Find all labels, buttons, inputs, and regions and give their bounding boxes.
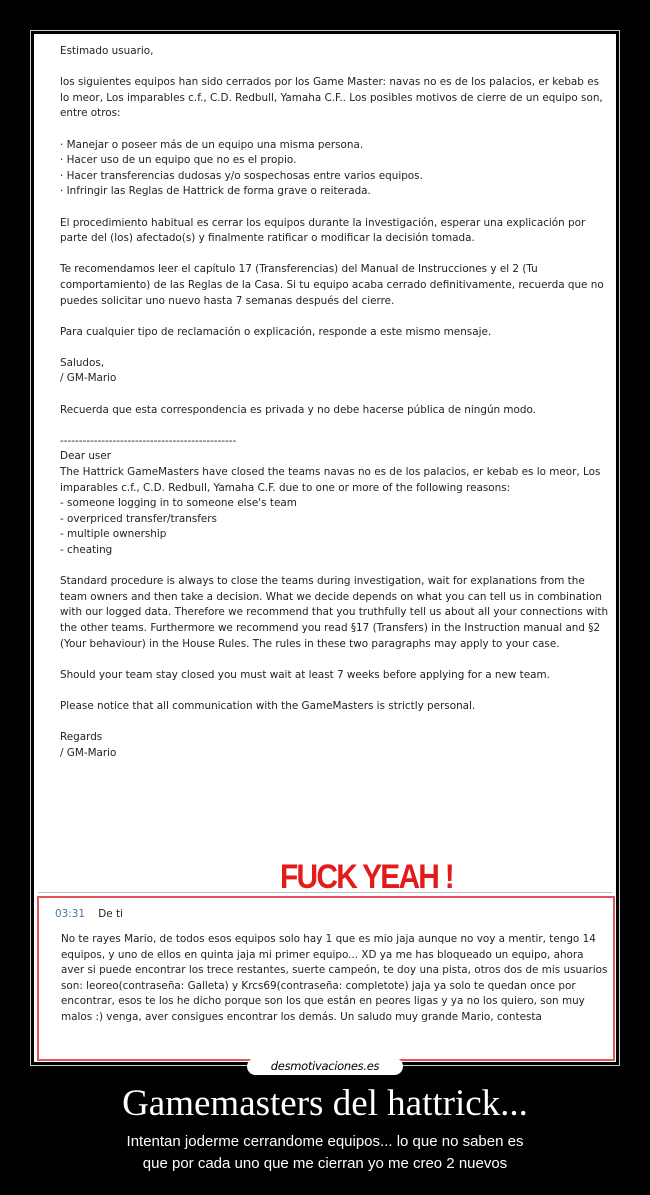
subtitle-line: que por cada uno que me cierran yo me creo 2 nuevos (142, 1155, 508, 1172)
reply-time: 03:31 (55, 908, 85, 920)
poster-subtitle (0, 1131, 650, 1175)
reason-en: - someone logging in to someone else's team (60, 497, 297, 510)
private-notice-en: Please notice that all communication with the GameMasters is strictly personal. (60, 699, 476, 712)
signature-en: / GM-Mario (60, 746, 117, 759)
gm-message (60, 44, 610, 777)
reason-en: - overpriced transfer/transfers (60, 512, 217, 525)
reasons-list-es (60, 138, 610, 200)
intro-es: los siguientes equipos han sido cerrados por los Game Master: navas no es de los palacios, er kebab es lo meor, Los imparables c.f., C.D. Redbull, Yamaha C.F.. Los posibles motivos de cierre de un equipo son, entre otros: (60, 76, 603, 120)
poster-frame (30, 30, 620, 1066)
reason-es: · Infringir las Reglas de Hattrick de forma grave o reiterada. (60, 185, 371, 198)
separator-line (38, 892, 612, 893)
salute-es: Saludos, (60, 356, 105, 369)
greeting-en: Dear user (60, 450, 111, 463)
reply-header (55, 908, 123, 920)
reply-text: No te rayes Mario, de todos esos equipos solo hay 1 que es mio jaja aunque no voy a mentir, tengo 14 equipos, y uno de ellos en quinta jaja mi primer equipo... XD ya me has bloqueado un equipo, ahora aver si puede encontrar los trece restantes, suerte campeón, te doy una pista, otros dos de mis usuarios son: leoreo(contraseña: Galleta) y Krcs69(contraseña: completote) jaja ya solo te quedan once por encontrar, esos te los he dicho porque son los que están en peores ligas y ya no los quiero, son muy malos :) venga, aver consigues encontrar los demás. Un saludo muy grande Mario, contesta (61, 933, 608, 1023)
reply-message-box (37, 896, 615, 1061)
procedure-es: El procedimiento habitual es cerrar los equipos durante la investigación, esperar una explicación por parte del (los) afectado(s) y finalmente ratificar o modificar la decisión tomada. (60, 216, 586, 245)
reply-from: De ti (98, 908, 123, 920)
signoff-es (60, 356, 610, 387)
reason-en: - cheating (60, 544, 113, 556)
procedure-en: Standard procedure is always to close the teams during investigation, wait for explanations from the team owners and then take a decision. What we decide depends on what you can tell us in combination with our logged data. Therefore we recommend that you truthfully tell us about all your connections with the other teams. Furthermore we recommend you read §17 (Transfers) in the Instruction manual and §2 (Your behaviour) in the House Rules. The rules in these two paragraphs may apply to your case. (60, 575, 609, 650)
recommend-es: Te recomendamos leer el capítulo 17 (Transferencias) del Manual de Instrucciones y el 2 (Tu comportamiento) de las Reglas de la Casa. Si tu equipo acaba cerrado definitivamente, recuerda que no puedes solicitar uno nuevo hasta 7 semanas después del cierre. (60, 263, 604, 307)
private-notice-es: Recuerda que esta correspondencia es privada y no debe hacerse pública de ningún modo. (60, 403, 536, 416)
reason-es: · Hacer uso de un equipo que no es el propio. (60, 154, 297, 167)
closed-notice-en: Should your team stay closed you must wait at least 7 weeks before applying for a new team. (60, 668, 550, 681)
claims-es: Para cualquier tipo de reclamación o explicación, responde a este mismo mensaje. (60, 325, 492, 338)
dashed-divider: ----------------------------------------------- (60, 434, 237, 447)
regards-en: Regards (60, 731, 103, 744)
reason-es: · Manejar o poseer más de un equipo una misma persona. (60, 138, 364, 151)
reason-en: - multiple ownership (60, 528, 167, 541)
watermark: desmotivaciones.es (247, 1058, 403, 1075)
signoff-en (60, 730, 610, 761)
greeting-es: Estimado usuario, (60, 45, 154, 57)
message-screenshot (34, 34, 616, 1062)
subtitle-line: Intentan joderme cerrandome equipos... lo que no saben es (126, 1133, 524, 1150)
signature-es: / GM-Mario (60, 372, 117, 385)
intro-en: The Hattrick GameMasters have closed the teams navas no es de los palacios, er kebab es lo meor, Los imparables c.f., C.D. Redbull, Yamaha C.F. due to one or more of the following reasons: (60, 466, 601, 494)
overlay-red-text: FUCK YEAH ! (280, 858, 453, 896)
reason-es: · Hacer transferencias dudosas y/o sospechosas entre varios equipos. (60, 169, 423, 182)
poster-title: Gamemasters del hattrick... (122, 1083, 528, 1124)
reasons-list-en (60, 496, 610, 558)
